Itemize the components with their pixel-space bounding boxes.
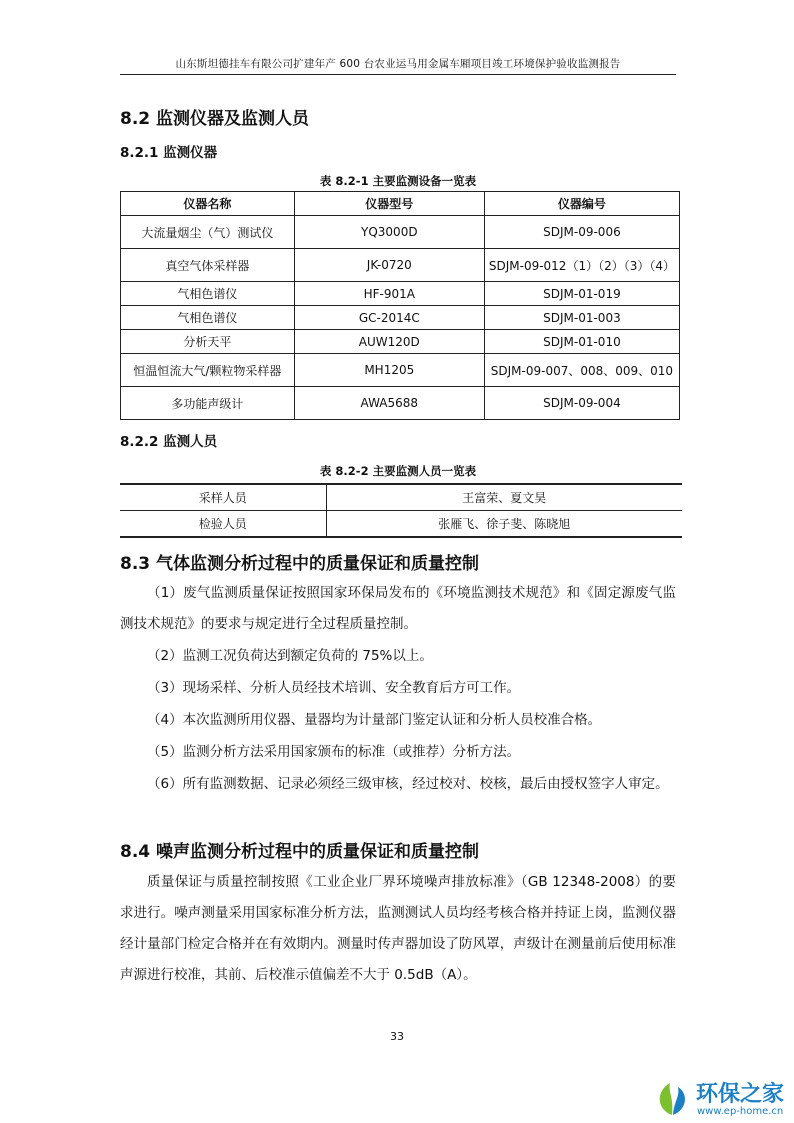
table-cell: JK-0720: [294, 249, 484, 282]
table-row: [121, 249, 680, 282]
table-cell: SDJM-01-003: [484, 306, 679, 330]
equipment-table: [120, 191, 680, 420]
section-8-3-heading: 8.3 气体监测分析过程中的质量保证和质量控制: [120, 554, 480, 574]
table-cell: AWA5688: [294, 387, 484, 420]
table-cell: 王富荣、夏文昊: [326, 484, 682, 511]
paragraph: （2）监测工况负荷达到额定负荷的 75%以上。: [147, 648, 433, 664]
table-cell: 多功能声级计: [121, 387, 295, 420]
section-8-2-1-heading: 8.2.1 监测仪器: [120, 145, 218, 161]
table-cell: 真空气体采样器: [121, 249, 295, 282]
watermark-logo: [652, 1077, 792, 1123]
paragraph: （4）本次监测所用仪器、量器均为计量部门鉴定认证和分析人员校准合格。: [147, 712, 602, 728]
column-header: 仪器型号: [294, 192, 484, 216]
table-cell: MH1205: [294, 354, 484, 387]
table-cell: YQ3000D: [294, 216, 484, 249]
table-cell: SDJM-01-010: [484, 330, 679, 354]
section-8-2-2-heading: 8.2.2 监测人员: [120, 434, 218, 450]
table-cell: AUW120D: [294, 330, 484, 354]
watermark-name: 环保之家: [696, 1082, 785, 1107]
table-cell: GC-2014C: [294, 306, 484, 330]
leaf-icon: [652, 1079, 692, 1119]
column-header: 仪器编号: [484, 192, 679, 216]
table-cell: SDJM-09-007、008、009、010: [484, 354, 679, 387]
table-row: [121, 282, 680, 306]
column-header: 仪器名称: [121, 192, 295, 216]
table-row: [120, 511, 682, 538]
personnel-table: [120, 483, 682, 538]
table-cell: 大流量烟尘（气）测试仪: [121, 216, 295, 249]
table-cell: SDJM-09-012（1）（2）（3）（4）: [484, 249, 679, 282]
table-cell: 张雁飞、徐子斐、陈晓旭: [326, 511, 682, 538]
table-cell: 检验人员: [120, 511, 326, 538]
table-8-2-2-caption: 表 8.2-2 主要监测人员一览表: [319, 464, 477, 478]
paragraph: （1）废气监测质量保证按照国家环保局发布的《环境监测技术规范》和《固定源废气监测技术规范》的要求与规定进行全过程质量控制。: [120, 585, 676, 632]
table-8-2-1-caption: 表 8.2-1 主要监测设备一览表: [319, 174, 477, 188]
table-cell: 气相色谱仪: [121, 306, 295, 330]
section-8-2-heading: 8.2 监测仪器及监测人员: [120, 109, 310, 129]
table-row: [121, 216, 680, 249]
table-cell: SDJM-01-019: [484, 282, 679, 306]
table-cell: 分析天平: [121, 330, 295, 354]
section-8-4-heading: 8.4 噪声监测分析过程中的质量保证和质量控制: [120, 842, 480, 862]
paragraph: （5）监测分析方法采用国家颁布的标准（或推荐）分析方法。: [147, 744, 521, 760]
table-row: [121, 330, 680, 354]
table-cell: SDJM-09-006: [484, 216, 679, 249]
paragraph: （6）所有监测数据、记录必须经三级审核，经过校对、校核，最后由授权签字人审定。: [147, 776, 669, 792]
watermark-url: www.ep-home.cn: [697, 1106, 784, 1117]
table-cell: SDJM-09-004: [484, 387, 679, 420]
paragraph: 质量保证与质量控制按照《工业企业厂界环境噪声排放标准》（GB 12348-2008）的要求进行。噪声测量采用国家标准分析方法，监测测试人员均经考核合格并持证上岗，监测仪器经计量部门检定合格并在有效期内。测量时传声器加设了防风罩，声级计在测量前后使用标准声源进行校准，其前、后校准示值偏差不大于 0.5dB（A）。: [120, 874, 676, 983]
page-number: 33: [390, 1030, 404, 1043]
table-cell: HF-901A: [294, 282, 484, 306]
page-header: 山东斯坦德挂车有限公司扩建年产 600 台农业运马用金属车厢项目竣工环境保护验收监测报告: [120, 56, 676, 75]
table-row: [121, 354, 680, 387]
table-row: [120, 484, 682, 511]
table-header-row: [121, 192, 680, 216]
table-cell: 气相色谱仪: [121, 282, 295, 306]
table-cell: 采样人员: [120, 484, 326, 511]
table-row: [121, 306, 680, 330]
paragraph: （3）现场采样、分析人员经技术培训、安全教育后方可工作。: [147, 680, 521, 696]
table-cell: 恒温恒流大气/颗粒物采样器: [121, 354, 295, 387]
table-row: [121, 387, 680, 420]
